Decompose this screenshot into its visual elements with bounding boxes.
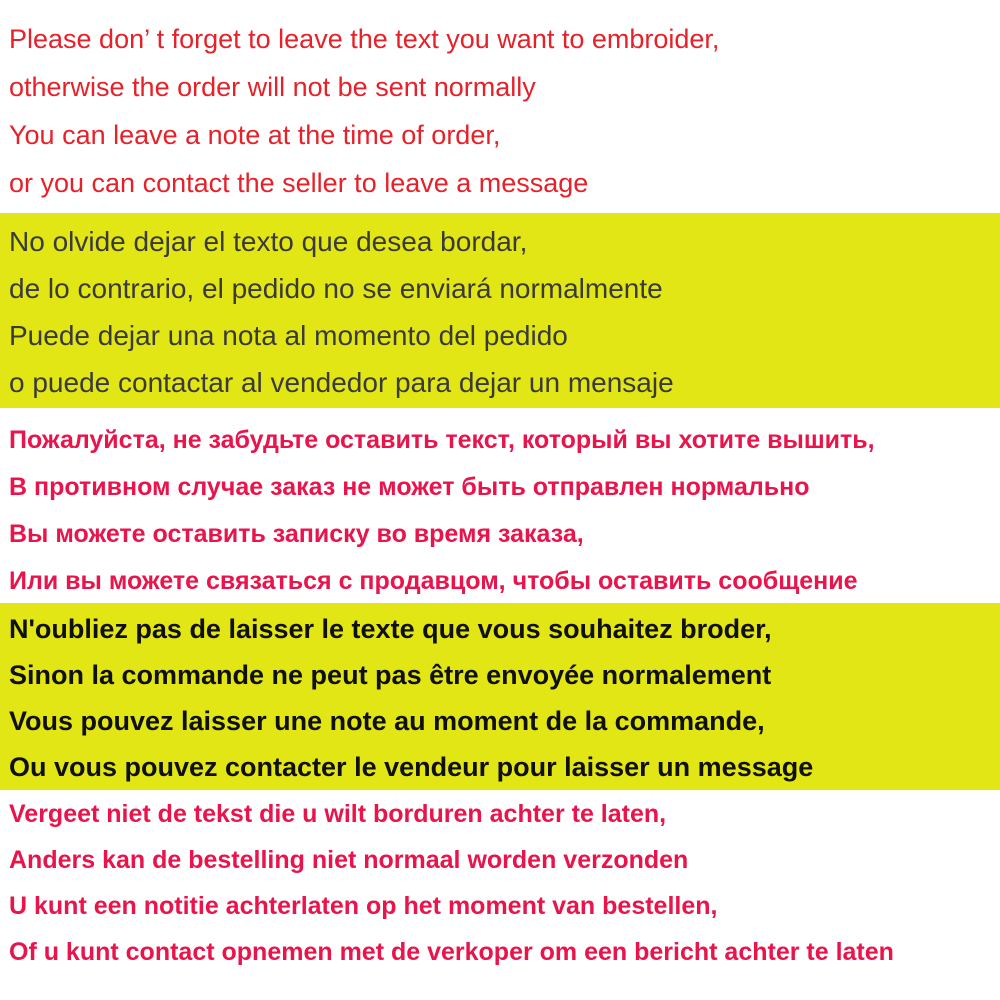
notice-line-russian-3: Вы можете оставить записку во время заказа, (9, 520, 584, 548)
notice-line-spanish-1: No olvide dejar el texto que desea bordar, (9, 226, 528, 257)
notice-line-spanish-3: Puede dejar una nota al momento del pedido (9, 320, 568, 351)
notice-line-russian-4: Или вы можете связаться с продавцом, чтобы оставить сообщение (9, 567, 858, 595)
notice-line-russian-1: Пожалуйста, не забудьте оставить текст, который вы хотите вышить, (9, 426, 875, 454)
notice-section-english (0, 0, 1000, 213)
notice-section-dutch (0, 790, 1000, 1000)
notice-section-spanish (0, 213, 1000, 408)
notice-line-dutch-3: U kunt een notitie achterlaten op het moment van bestellen, (9, 892, 718, 920)
notice-line-dutch-2: Anders kan de bestelling niet normaal worden verzonden (9, 846, 689, 874)
notice-section-french (0, 603, 1000, 790)
notice-line-french-2: Sinon la commande ne peut pas être envoyée normalement (9, 660, 772, 690)
notice-line-dutch-1: Vergeet niet de tekst die u wilt borduren achter te laten, (9, 800, 667, 828)
notice-line-english-3: You can leave a note at the time of order, (9, 120, 501, 150)
notice-line-spanish-4: o puede contactar al vendedor para dejar un mensaje (9, 367, 674, 398)
notice-line-french-1: N'oubliez pas de laisser le texte que vous souhaitez broder, (9, 614, 772, 644)
notice-line-french-4: Ou vous pouvez contacter le vendeur pour laisser un message (9, 752, 814, 782)
notice-line-dutch-4: Of u kunt contact opnemen met de verkoper om een bericht achter te laten (9, 938, 894, 966)
notice-line-russian-2: В противном случае заказ не может быть отправлен нормально (9, 473, 810, 501)
notice-section-russian (0, 408, 1000, 603)
notice-line-spanish-2: de lo contrario, el pedido no se enviará normalmente (9, 273, 663, 304)
notice-line-english-4: or you can contact the seller to leave a message (9, 168, 589, 198)
notice-line-french-3: Vous pouvez laisser une note au moment de la commande, (9, 706, 765, 736)
notice-line-english-1: Please don’ t forget to leave the text you want to embroider, (9, 24, 720, 54)
notice-line-english-2: otherwise the order will not be sent normally (9, 72, 536, 102)
